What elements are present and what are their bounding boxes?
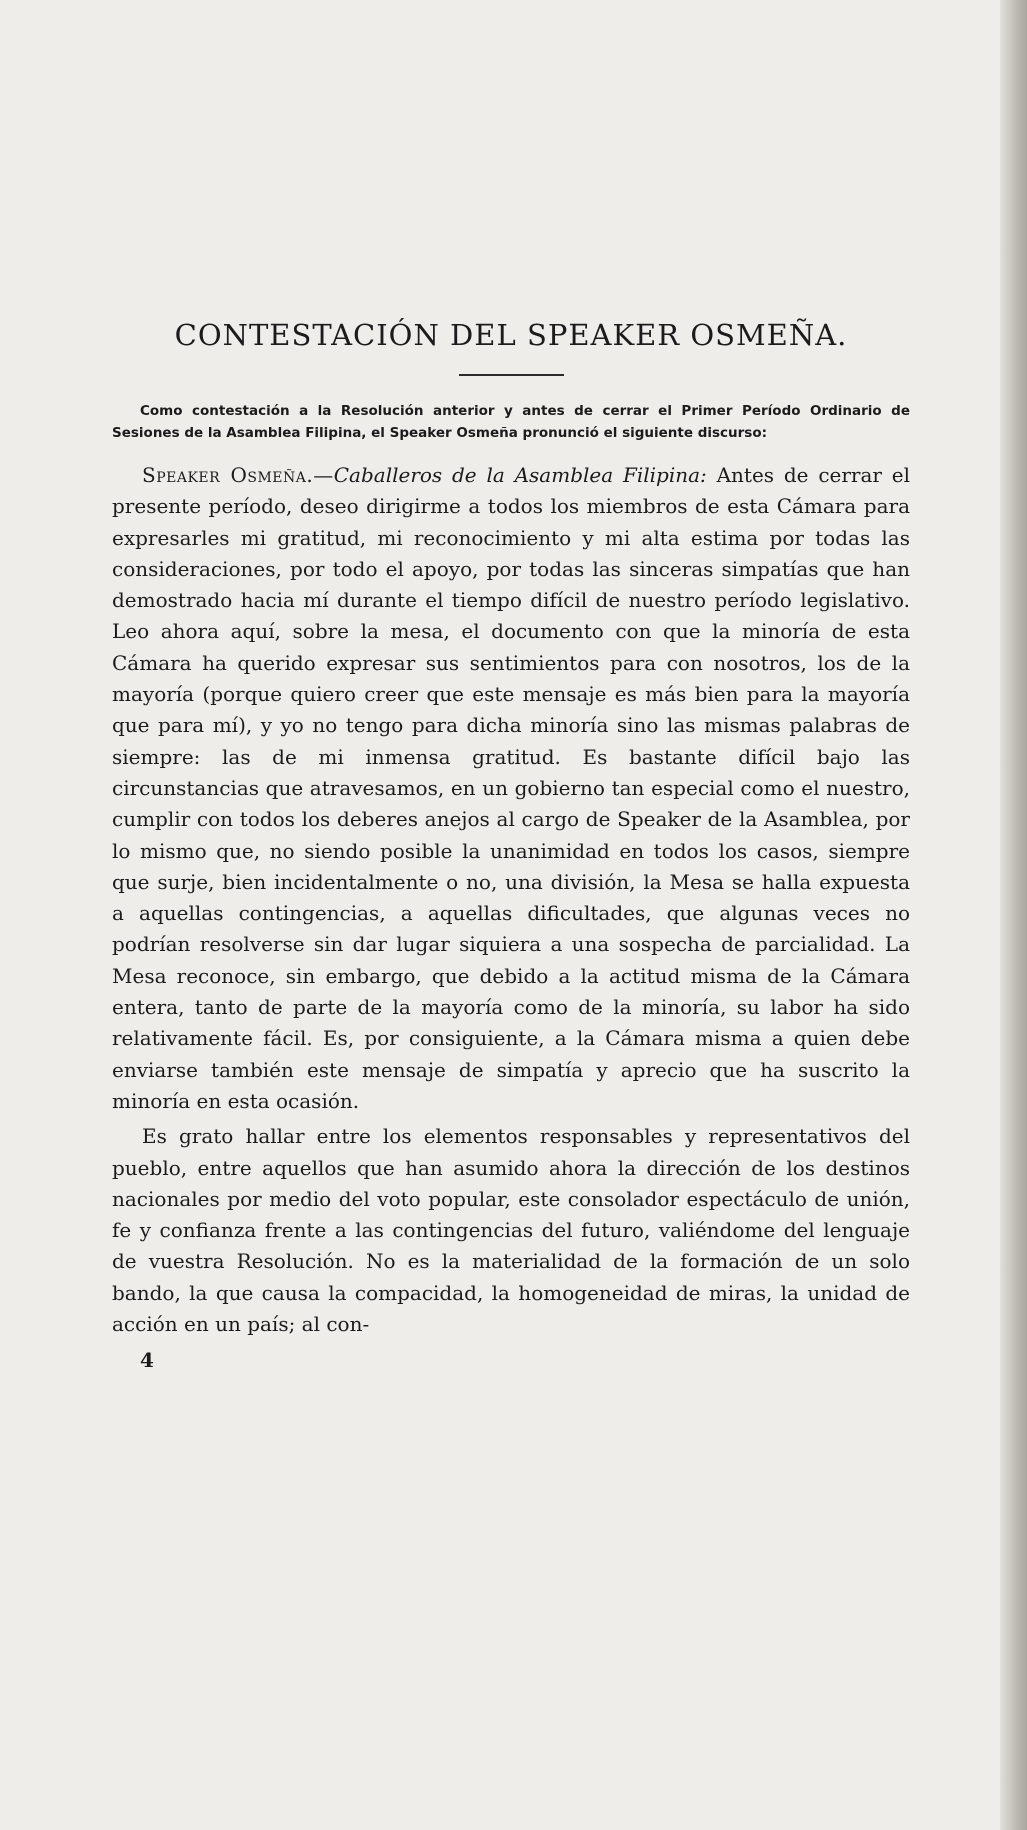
intro-paragraph: Como contestación a la Resolución anterior y antes de cerrar el Primer Período Ordinario de Sesiones de la Asamblea Filipina, el Speaker Osmeña pronunció el siguiente discurso: [112, 403, 910, 441]
page-title: CONTESTACIÓN DEL SPEAKER OSMEÑA. [174, 318, 848, 352]
salutation: Caballeros de la Asamblea Filipina: [333, 463, 707, 487]
speech-paragraph-1 [112, 460, 910, 1117]
speaker-name: Speaker Osmeña.— [142, 463, 334, 487]
title-rule [459, 374, 564, 376]
paragraph-1-text: Antes de cerrar el presente período, deseo dirigirme a todos los miembros de esta Cámara para expresarles mi gratitud, mi reconocimiento y mi alta estima por todas las consideraciones, por todo el apoyo, por todas las sinceras simpatías que han demostrado hacia mí durante el tiempo difícil de nuestro período legislativo. Leo ahora aquí, sobre la mesa, el documento con que la minoría de esta Cámara ha querido expresar sus sentimientos para con nosotros, los de la mayoría (porque quiero creer que este mensaje es más bien para la mayoría que para mí), y yo no tengo para dicha minoría sino las mismas palabras de siempre: las de mi inmensa gratitud. Es bastante difícil bajo las circunstancias que atravesamos, en un gobierno tan especial como el nuestro, cumplir con todos los deberes anejos al cargo de Speaker de la Asamblea, por lo mismo que, no siendo posible la unanimidad en todos los casos, siempre que surje, bien incidentalmente o no, una división, la Mesa se halla expuesta a aquellas contingencias, a aquellas dificultades, que algunas veces no podrían resolverse sin dar lugar siquiera a una sospecha de parcialidad. La Mesa reconoce, sin embargo, que debido a la actitud misma de la Cámara entera, tanto de parte de la mayoría como de la minoría, su labor ha sido relativamente fácil. Es, por consiguiente, a la Cámara misma a quien debe enviarse también este mensaje de simpatía y aprecio que ha suscrito la minoría en esta ocasión. [112, 463, 911, 1113]
page-content [112, 318, 910, 1372]
page-number: 4 [140, 1348, 154, 1373]
speech-paragraph-2: Es grato hallar entre los elementos responsables y representativos del pueblo, entre aquellos que han asumido ahora la dirección de los destinos nacionales por medio del voto popular, este consolador espectáculo de unión, fe y confianza frente a las contingencias del futuro, valiéndome del lenguaje de vuestra Resolución. No es la materialidad de la formación de un solo bando, la que causa la compacidad, la homogeneidad de miras, la unidad de acción en un país; al con- [112, 1124, 910, 1337]
page-edge-shadow [1000, 0, 1027, 1830]
